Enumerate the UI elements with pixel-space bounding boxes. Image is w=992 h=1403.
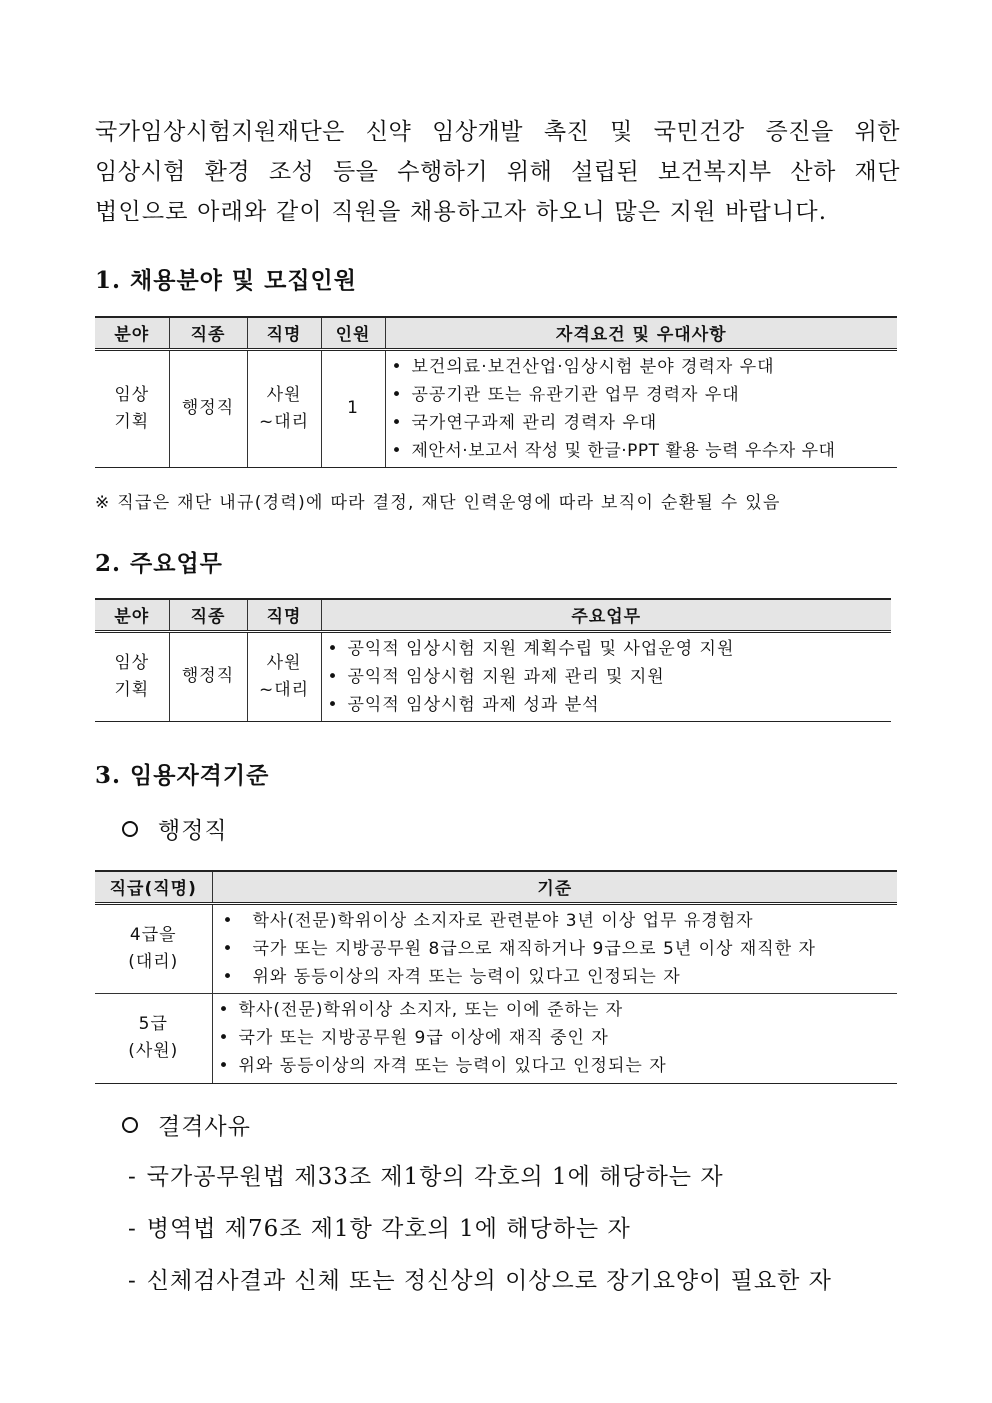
intro-line: 국가임상시험지원재단은 신약 임상개발 촉진 및 국민건강 증진을 위한 <box>95 119 900 145</box>
subsection-admin <box>122 812 228 845</box>
cell-job-type: 행정직 <box>169 631 247 721</box>
header-requirements: 자격요건 및 우대사항 <box>385 317 897 349</box>
list-item: • 위와 동등이상의 자격 또는 능력이 있다고 인정되는 자 <box>222 966 681 987</box>
cell-requirements <box>385 349 897 467</box>
header-position: 직명 <box>247 599 321 631</box>
section3-title: 3. 임용자격기준 <box>95 762 270 789</box>
header-job-type: 직종 <box>169 317 247 349</box>
circle-icon <box>122 821 138 837</box>
intro-line: 법인으로 아래와 같이 직원을 채용하고자 하오니 많은 지원 바랍니다. <box>95 199 828 225</box>
list-item: • 국가 또는 지방공무원 9급 이상에 재직 중인 자 <box>218 1028 609 1048</box>
header-field: 분야 <box>95 317 169 349</box>
cell-grade: 5급 (사원) <box>95 993 212 1083</box>
cell-field: 임상 기획 <box>95 349 169 467</box>
recruitment-table <box>95 316 897 468</box>
header-count: 인원 <box>321 317 385 349</box>
cell-position: 사원 ~대리 <box>247 631 321 721</box>
disqualification-item: - 신체검사결과 신체 또는 정신상의 이상으로 장기요양이 필요한 자 <box>128 1268 832 1294</box>
cell-position: 사원 ~대리 <box>247 349 321 467</box>
cell-criteria <box>212 993 897 1083</box>
list-item: • 공익적 임상시험 지원 계획수립 및 사업운영 지원 <box>327 638 735 659</box>
disqualification-item: - 병역법 제76조 제1항 각호의 1에 해당하는 자 <box>128 1216 631 1242</box>
list-item: • 공익적 임상시험 지원 과제 관리 및 지원 <box>327 666 665 687</box>
list-item: • 국가 또는 지방공무원 8급으로 재직하거나 9급으로 5년 이상 재직한 자 <box>222 938 816 959</box>
section2-title: 2. 주요업무 <box>95 550 223 577</box>
section1-title: 1. 채용분야 및 모집인원 <box>95 267 357 294</box>
header-duties: 주요업무 <box>321 599 891 631</box>
list-item: • 공익적 임상시험 과제 성과 분석 <box>327 694 600 715</box>
header-field: 분야 <box>95 599 169 631</box>
list-item: • 학사(전문)학위이상 소지자, 또는 이에 준하는 자 <box>218 1000 624 1020</box>
disqualification-item: - 국가공무원법 제33조 제1항의 각호의 1에 해당하는 자 <box>128 1164 724 1190</box>
list-item: • 학사(전문)학위이상 소지자로 관련분야 3년 이상 업무 유경험자 <box>222 910 754 931</box>
cell-criteria <box>212 903 897 993</box>
cell-field: 임상 기획 <box>95 631 169 721</box>
header-grade: 직급(직명) <box>95 871 212 903</box>
header-job-type: 직종 <box>169 599 247 631</box>
duties-table <box>95 598 891 722</box>
list-item: • 공공기관 또는 유관기관 업무 경력자 우대 <box>391 384 740 405</box>
cell-duties <box>321 631 891 721</box>
intro-line: 임상시험 환경 조성 등을 수행하기 위해 설립된 보건복지부 산하 재단 <box>95 159 900 185</box>
list-item: • 보건의료·보건산업·임상시험 분야 경력자 우대 <box>391 356 775 377</box>
header-position: 직명 <box>247 317 321 349</box>
subsection-label: 결격사유 <box>158 1114 251 1140</box>
subsection-disqualification <box>122 1108 251 1141</box>
cell-count: 1 <box>321 349 385 467</box>
header-criteria: 기준 <box>212 871 897 903</box>
circle-icon <box>122 1117 138 1133</box>
qualification-table <box>95 870 897 1084</box>
list-item: • 국가연구과제 관리 경력자 우대 <box>391 412 658 433</box>
subsection-label: 행정직 <box>158 818 228 844</box>
cell-job-type: 행정직 <box>169 349 247 467</box>
intro-paragraph <box>95 112 900 232</box>
cell-grade: 4급을 (대리) <box>95 903 212 993</box>
list-item: • 제안서·보고서 작성 및 한글·PPT 활용 능력 우수자 우대 <box>391 440 836 461</box>
list-item: • 위와 동등이상의 자격 또는 능력이 있다고 인정되는 자 <box>218 1056 667 1076</box>
note: ※ 직급은 재단 내규(경력)에 따라 결정, 재단 인력운영에 따라 보직이 순환될 수 있음 <box>95 493 781 513</box>
